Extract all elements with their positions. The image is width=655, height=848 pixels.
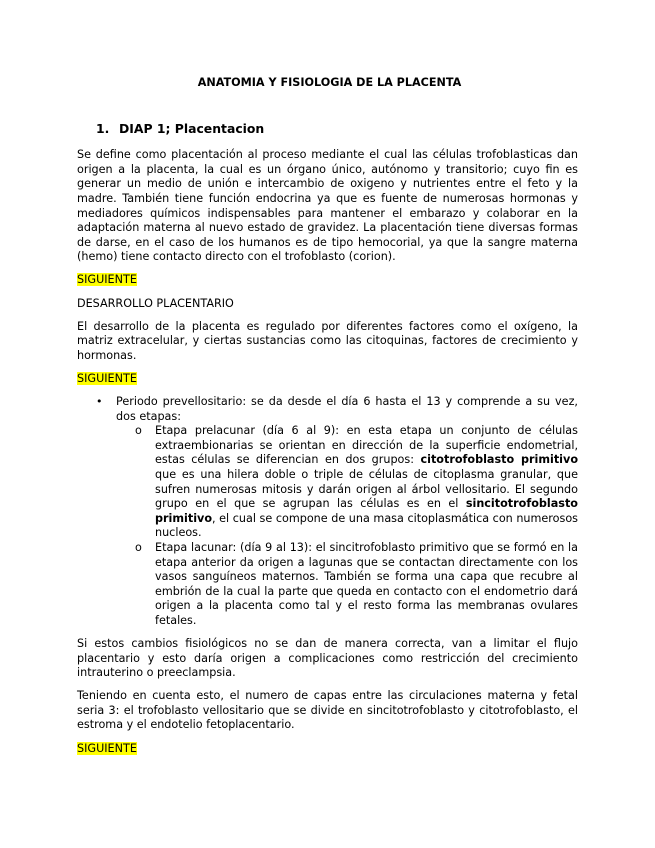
document-page bbox=[77, 76, 578, 765]
paragraph-capas: Teniendo en cuenta esto, el numero de capas entre las circulaciones materna y fetal seria 3: el trofoblasto vellositario que se divide en sincitotrofoblasto y citotrofoblasto, el estroma y el endotelio fetoplacentario. bbox=[77, 689, 578, 732]
sub-list bbox=[116, 424, 578, 628]
sub-item-text: que es una hilera doble o triple de células de citoplasma granular, que sufren numerosas mitosis y darán origen al árbol vellositario. El segundo grupo en el que se agrupan las células es en el bbox=[155, 467, 578, 511]
sub-item-text: , el cual se compone de una masa citoplasmática con numerosos nucleos. bbox=[155, 511, 578, 540]
circle-bullet-icon: o bbox=[135, 424, 142, 438]
paragraph-desarrollo: El desarrollo de la placenta es regulado por diferentes factores como el oxígeno, la matriz extracelular, y ciertas sustancias como las citoquinas, factores de crecimiento y hormonas. bbox=[77, 319, 578, 362]
list-item-text: Periodo prevellositario: se da desde el día 6 hasta el 13 y comprende a su vez, dos etapas: bbox=[116, 395, 578, 423]
circle-bullet-icon: o bbox=[135, 540, 142, 554]
siguiente-highlight-2: SIGUIENTE bbox=[77, 371, 137, 385]
sub-item-prelacunar bbox=[116, 424, 578, 541]
paragraph-cambios-fisiologicos: Si estos cambios fisiológicos no se dan de manera correcta, van a limitar el flujo placentario y esto daría origen a complicaciones como restricción del crecimiento intrauterino o preeclampsia. bbox=[77, 637, 578, 680]
bold-term-sincitotrofoblasto: sincitotrofoblasto primitivo bbox=[155, 497, 578, 525]
siguiente-marker-2 bbox=[77, 372, 578, 387]
list-item-prevellositario bbox=[77, 395, 578, 629]
document-title: ANATOMIA Y FISIOLOGIA DE LA PLACENTA bbox=[197, 76, 462, 89]
bullet-icon: • bbox=[96, 395, 103, 408]
section-number: 1. bbox=[96, 120, 110, 136]
bullet-list bbox=[77, 395, 578, 629]
subheading-desarrollo-placentario: DESARROLLO PLACENTARIO bbox=[77, 296, 234, 310]
section-heading bbox=[77, 122, 578, 137]
sub-item-text: Etapa prelacunar (día 6 al 9): en esta etapa un conjunto de células extraembionarias se orientan en dirección de la superficie endometrial, estas células se diferencian en dos grupos: bbox=[155, 424, 578, 467]
siguiente-marker-3 bbox=[77, 742, 578, 757]
section-heading-text: DIAP 1; Placentacion bbox=[119, 120, 265, 136]
sub-item-lacunar bbox=[116, 541, 578, 629]
siguiente-marker-1 bbox=[77, 273, 578, 288]
sub-item-text: Etapa lacunar: (día 9 al 13): el sincitrofoblasto primitivo que se formó en la etapa anterior da origen a lagunas que se contactan directamente con los vasos sanguíneos maternos. También se forma una capa que recubre al embrión de la cual la parte que queda en contacto con el endometrio dará origen a la placenta como tal y el resto forma las membranas ovulares fetales. bbox=[155, 540, 578, 627]
paragraph-placentacion: Se define como placentación al proceso mediante el cual las células trofoblasticas dan origen a la placenta, la cual es un órgano único, autónomo y transitorio; cuyo fin es generar un medio de unión e intercambio de oxigeno y nutrientes entre el feto y la madre. También tiene función endocrina ya que es fuente de numerosas hormonas y mediadores químicos indispensables para mantener el embarazo y colaborar en la adaptación materna al nuevo estado de gravidez. La placentación tiene diversas formas de darse, en el caso de los humanos es de tipo hemocorial, ya que la sangre materna (hemo) tiene contacto directo con el trofoblasto (corion). bbox=[77, 148, 578, 264]
bold-term-citotrofoblasto: citotrofoblasto primitivo bbox=[420, 453, 578, 467]
siguiente-highlight-1: SIGUIENTE bbox=[77, 273, 137, 287]
siguiente-highlight-3: SIGUIENTE bbox=[77, 741, 137, 755]
